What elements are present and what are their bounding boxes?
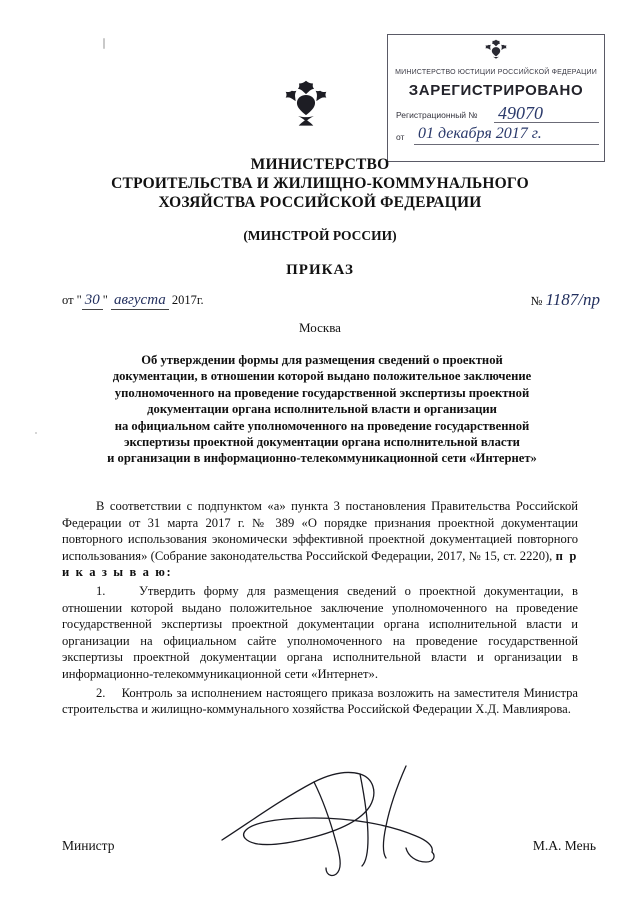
preamble-paragraph bbox=[62, 498, 578, 581]
stamp-title: ЗАРЕГИСТРИРОВАНО bbox=[408, 82, 584, 99]
document-date-line bbox=[62, 292, 204, 310]
title-line: уполномоченного на проведение государственной экспертизы проектной bbox=[114, 385, 530, 400]
signer-role: Министр bbox=[62, 838, 115, 853]
stamp-date-label: от bbox=[396, 132, 405, 142]
ministry-line-1: МИНИСТЕРСТВО bbox=[250, 156, 390, 173]
clause-1-text: Утвердить форму для размещения сведений о проектной документации, в отношении которой выдано положительное заключение уполномоченного на проведение государственной экспертизы проектной документации органа исполнительной власти и организации на официальном сайте уполномоченного на проведение государственной экспертизы проектной документации органа исполнительной власти и организации в информационно-телекоммуникационной сети «Интернет». bbox=[62, 583, 578, 681]
date-day: 30 bbox=[82, 292, 103, 310]
document-city: Москва bbox=[299, 320, 341, 335]
document-type-heading: ПРИКАЗ bbox=[286, 262, 354, 278]
russian-coat-of-arms-icon bbox=[283, 78, 329, 139]
stamp-reg-number-underline bbox=[494, 122, 599, 123]
ministry-heading bbox=[60, 155, 580, 212]
registration-stamp bbox=[387, 34, 605, 162]
date-prefix: от " bbox=[62, 293, 82, 307]
ministry-line-2: СТРОИТЕЛЬСТВА И ЖИЛИЩНО-КОММУНАЛЬНОГО bbox=[111, 175, 529, 192]
preamble-text: В соответствии с подпунктом «а» пункта 3 постановления Правительства Российской Федерации от 31 марта 2017 г. № 389 «О порядке признания проектной документации повторного использования экономически эффективной проектной документацией повторного использования» (Собрание законодательства Российской Федерации, 2017, № 15, ст. 2220), bbox=[62, 499, 578, 563]
clause-2-number: 2. bbox=[96, 685, 106, 700]
title-line: на официальном сайте уполномоченного на проведение государственной bbox=[114, 418, 530, 433]
stamp-date-underline bbox=[414, 144, 599, 145]
clause-2-text: Контроль за исполнением настоящего приказа возложить на заместителя Министра строительства и жилищно-коммунального хозяйства Российской Федерации Х.Д. Мавлиярова. bbox=[62, 685, 579, 717]
title-line: документации, в отношении которой выдано положительное заключение bbox=[112, 369, 532, 384]
stamp-reg-number-value: 49070 bbox=[498, 103, 543, 123]
clause-1-number: 1. bbox=[96, 583, 106, 598]
scan-speckle bbox=[35, 432, 37, 434]
coat-of-arms-icon bbox=[388, 37, 604, 68]
stamp-organization: МИНИСТЕРСТВО ЮСТИЦИИ РОССИЙСКОЙ ФЕДЕРАЦИИ bbox=[395, 69, 597, 76]
title-line: документации органа исполнительной власти и организации bbox=[147, 402, 497, 417]
ministry-line-3: ХОЗЯЙСТВА РОССИЙСКОЙ ФЕДЕРАЦИИ bbox=[158, 194, 482, 211]
stamp-reg-number-row bbox=[396, 103, 604, 125]
title-line: Об утверждении формы для размещения сведений о проектной bbox=[141, 353, 503, 367]
number-label: № bbox=[530, 294, 543, 308]
clause-1 bbox=[62, 583, 578, 683]
date-quote: " bbox=[102, 293, 108, 307]
ministry-short-name: (МИНСТРОЙ РОССИИ) bbox=[243, 228, 397, 243]
date-year: 2017 bbox=[171, 293, 197, 307]
number-value: 1187/пр bbox=[545, 290, 600, 309]
handwritten-signature-icon bbox=[210, 760, 490, 890]
stamp-date-row bbox=[396, 125, 604, 147]
document-body bbox=[62, 498, 578, 718]
document-title bbox=[72, 352, 572, 467]
clause-2 bbox=[62, 685, 578, 718]
stamp-reg-number-label: Регистрационный № bbox=[396, 110, 478, 120]
title-line: и организации в информационно-телекоммуникационной сети «Интернет» bbox=[107, 451, 537, 466]
title-line: экспертизы проектной документации органа исполнительной власти bbox=[124, 435, 520, 450]
order-keyword: п р и к а з ы в а ю: bbox=[62, 548, 578, 580]
signer-name: М.А. Мень bbox=[532, 838, 596, 853]
scan-speckle bbox=[103, 38, 105, 49]
stamp-date-value: 01 декабря 2017 г. bbox=[418, 125, 542, 142]
date-month: августа bbox=[111, 292, 169, 310]
document-number-line bbox=[530, 290, 600, 310]
date-suffix: г. bbox=[196, 293, 204, 307]
